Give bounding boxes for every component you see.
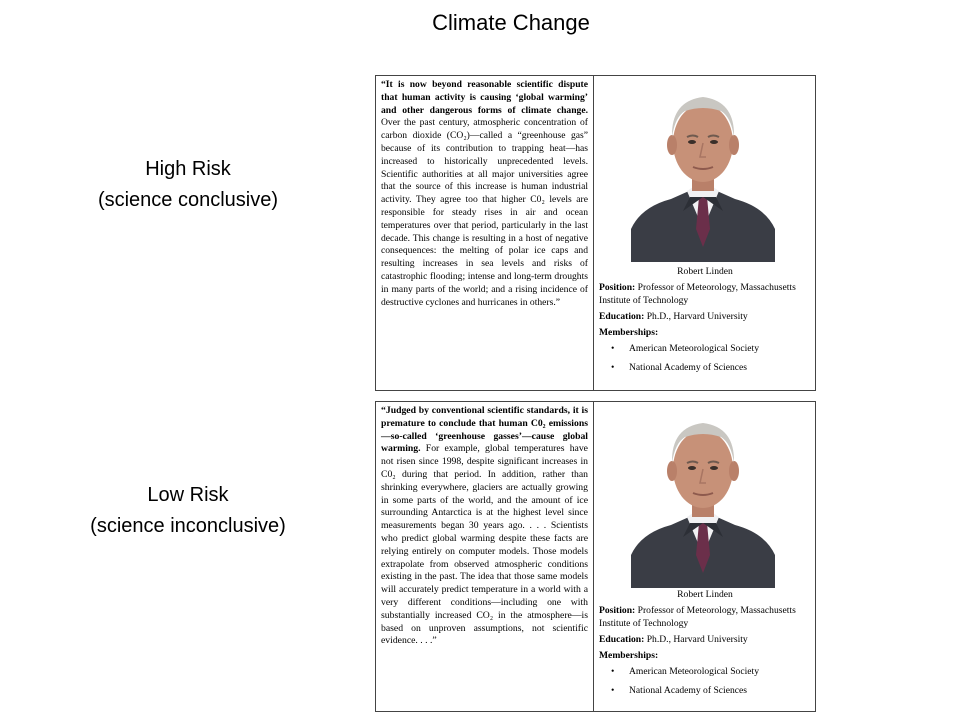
- bullet-icon: •: [611, 684, 615, 696]
- condition-high-risk-subtitle: (science conclusive): [97, 189, 279, 211]
- bullet-icon: •: [611, 343, 615, 355]
- memberships-label: Memberships:: [599, 327, 659, 339]
- condition-high-risk-title: High Risk: [145, 158, 231, 180]
- membership-name: American Meteorological Society: [629, 343, 760, 355]
- expert-education: [599, 634, 811, 646]
- membership-item: [611, 666, 811, 678]
- expert-education: [599, 311, 811, 323]
- condition-low-risk-label: [38, 480, 338, 542]
- expert-quote: [376, 402, 594, 711]
- memberships-list: [599, 666, 811, 697]
- expert-profile: [595, 76, 815, 390]
- expert-position: [599, 605, 811, 630]
- expert-profile: [595, 402, 815, 711]
- position-value: Professor of Meteorology, Massachusetts Institute of Technology: [599, 282, 796, 306]
- expert-name: Robert Linden: [677, 266, 733, 277]
- expert-name: Robert Linden: [677, 589, 733, 600]
- expert-bio: [599, 589, 811, 703]
- education-value: Ph.D., Harvard University: [644, 633, 748, 645]
- education-label: Education:: [599, 310, 645, 322]
- expert-position: [599, 282, 811, 307]
- membership-name: American Meteorological Society: [629, 666, 760, 678]
- position-label: Position:: [599, 282, 636, 294]
- membership-name: National Academy of Sciences: [629, 684, 748, 696]
- condition-high-risk-label: [38, 154, 338, 216]
- quote-body: Over the past century, atmospheric concentration of carbon dioxide (CO₂)—called a “greenhouse gas” because of its contribution to trapping heat—has increased to historically unprecedented levels. Scientific authorities at all major universities agree that the source of this increase is human industrial activity. They agree too that higher C0₂ levels are responsible for steady rises in air and ocean temperatures over that period, particularly in the last decade. This change is resulting in a host of negative consequences: the melting of polar ice caps and resulting increases in sea levels and risks of catastrophic flooding; intense and long-term droughts in many parts of the world; and a rising incidence of destructive cyclones and hurricanes in others.”: [381, 117, 588, 308]
- quote-lead: “Judged by conventional scientific standards, it is premature to conclude that human C0₂ emissions—so-called ‘greenhouse gasses’—cause global warming.: [381, 405, 588, 455]
- memberships-list: [599, 343, 811, 374]
- condition-low-risk-subtitle: (science inconclusive): [90, 515, 286, 537]
- bullet-icon: •: [611, 361, 615, 373]
- bullet-icon: •: [611, 666, 615, 678]
- education-label: Education:: [599, 633, 645, 645]
- expert-card-high-risk: [375, 75, 816, 391]
- education-value: Ph.D., Harvard University: [644, 310, 748, 322]
- membership-item: [611, 362, 811, 374]
- expert-bio: [599, 266, 811, 380]
- expert-portrait-photo: [631, 405, 775, 588]
- expert-portrait-photo: [631, 79, 775, 262]
- membership-item: [611, 343, 811, 355]
- slide-title: Climate Change: [432, 10, 590, 35]
- membership-item: [611, 685, 811, 697]
- expert-card-low-risk: [375, 401, 816, 712]
- position-value: Professor of Meteorology, Massachusetts Institute of Technology: [599, 605, 796, 629]
- position-label: Position:: [599, 605, 636, 617]
- quote-lead: “It is now beyond reasonable scientific dispute that human activity is causing ‘global warming’ and other dangerous forms of climate change.: [381, 79, 588, 116]
- memberships-label: Memberships:: [599, 650, 659, 662]
- quote-body: For example, global temperatures have not risen since 1998, despite significant increases in C0₂ during that period. In addition, rather than shrinking everywhere, glaciers are actually growing in some parts of the world, and the amount of ice surrounding Antarctica is at the highest level since measurements began 30 years ago. . . . Scientists who predict global warming despite these facts are relying entirely on computer models. Those models extrapolate from observed atmospheric conditions existing in the past. The idea that those same models will accurately predict temperature in a world with a very different conditions—including one with substantially increased CO₂ in the atmosphere—is based on unproven assumptions, not scientific evidence. . . .”: [381, 443, 588, 647]
- expert-quote: [376, 76, 594, 390]
- condition-low-risk-title: Low Risk: [147, 484, 229, 506]
- membership-name: National Academy of Sciences: [629, 361, 748, 373]
